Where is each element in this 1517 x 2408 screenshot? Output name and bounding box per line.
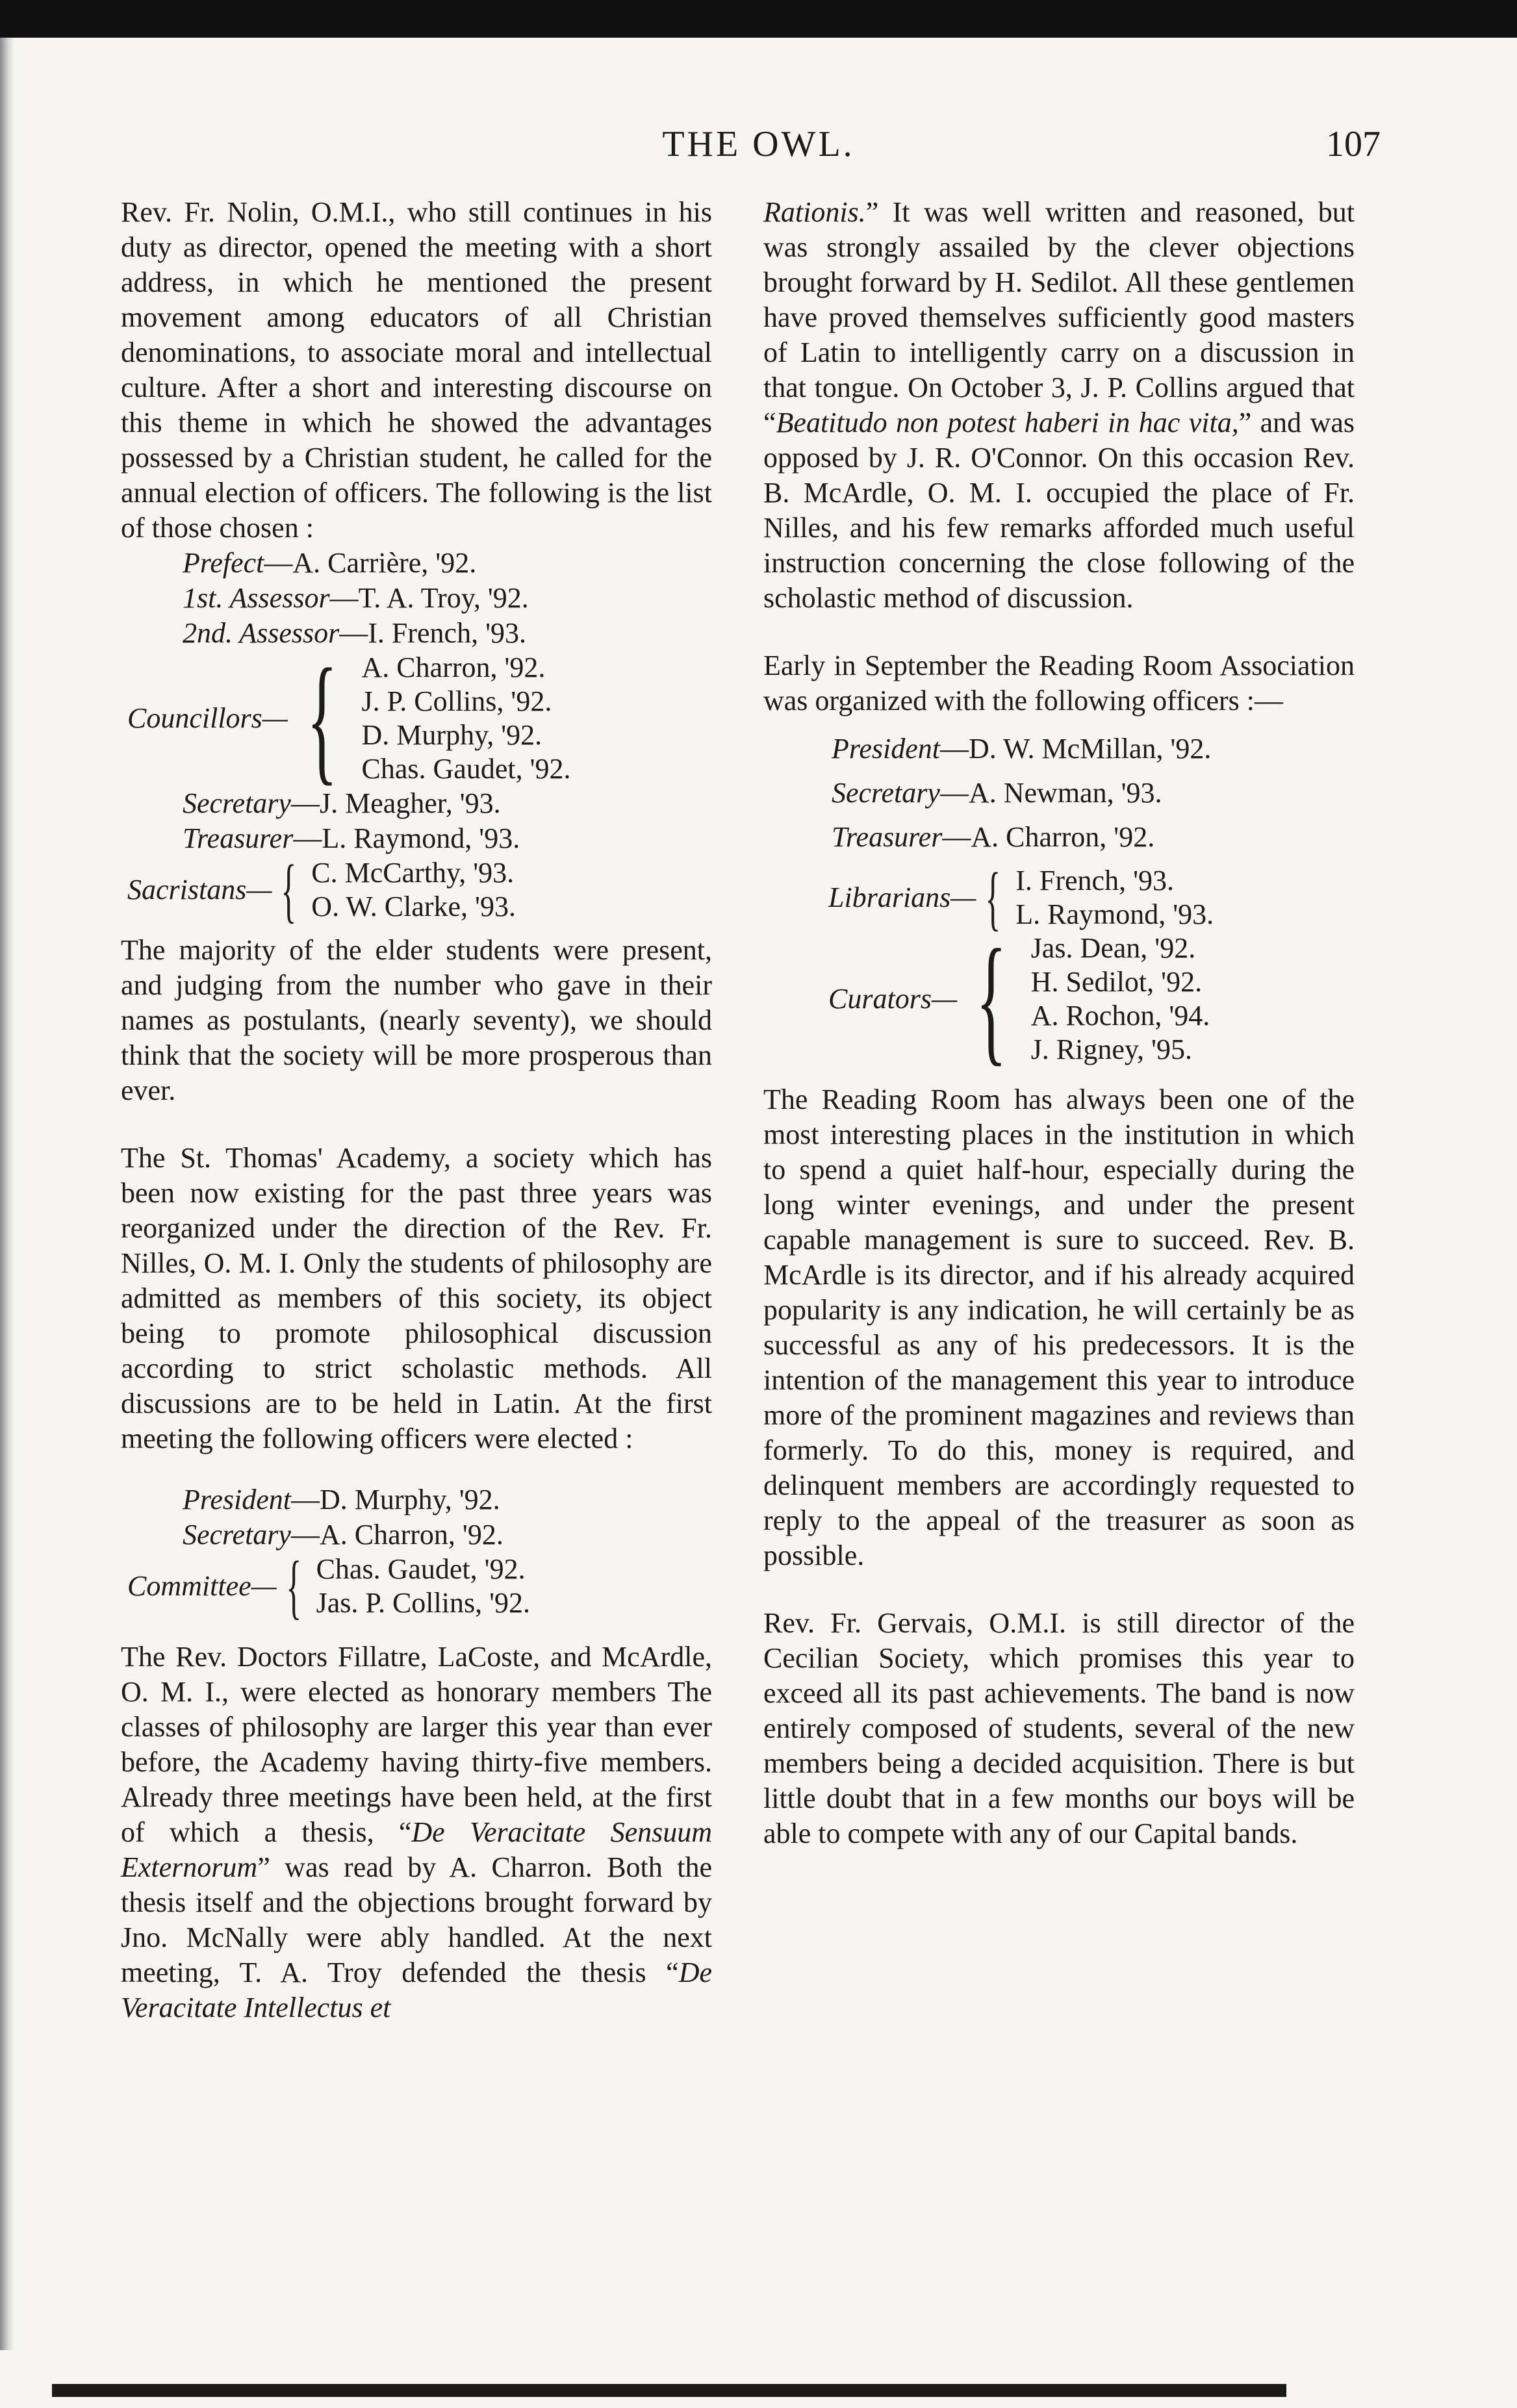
officer-entry: Treasurer—L. Raymond, '93. — [183, 822, 520, 854]
scan-top-border — [0, 0, 1517, 38]
group-names — [311, 856, 516, 924]
brace-glyph: { — [306, 639, 338, 798]
brace-glyph: { — [286, 1547, 302, 1626]
paragraph: Rev. Fr. Gervais, O.M.I. is still director of the Cecilian Society, which promises this year to exceed all its past achievements. The band is now entirely composed of students, several of the new members being a decided acquisition. There is but little doubt that in a few months our boys will be able to compete with any of our Capital bands. — [763, 1607, 1355, 1849]
brace-glyph: { — [976, 920, 1007, 1078]
group-names — [1031, 932, 1210, 1067]
paragraph: Rev. Fr. Nolin, O.M.I., who still continues in his duty as director, opened the meeting with a short address, in which he mentioned the present movement among educators of all Christian denominations, to associate moral and intellectual culture. After a short and interesting discourse on this theme in which he showed the advantages possessed by a Christian student, he called for the annual election of officers. The following is the list of those chosen : — [121, 196, 712, 544]
officer-list — [183, 1482, 712, 1553]
member-name: J. P. Collins, '92. — [361, 685, 552, 717]
officer-entry: 1st. Assessor—T. A. Troy, '92. — [183, 582, 529, 614]
member-name: O. W. Clarke, '93. — [311, 891, 516, 922]
member-name: Jas. Dean, '92. — [1030, 932, 1196, 964]
thesis-title: De Veracitate Sensuum Externorum — [121, 1816, 712, 1883]
group-names — [316, 1553, 530, 1620]
officer-entry: President—D. W. McMillan, '92. — [832, 733, 1212, 765]
group-label: Librarians— — [828, 881, 976, 913]
officer-entry: Prefect—A. Carrière, '92. — [183, 547, 477, 579]
officer-entry: Secretary—A. Charron, '92. — [183, 1519, 504, 1551]
member-name: Jas. P. Collins, '92. — [316, 1587, 531, 1619]
scan-bottom-border — [52, 2384, 1286, 2397]
member-name: D. Murphy, '92. — [361, 719, 542, 751]
left-column — [121, 195, 712, 2025]
officer-entry: Secretary—J. Meagher, '93. — [183, 787, 501, 819]
member-name: J. Rigney, '95. — [1030, 1033, 1192, 1065]
scan-left-edge — [0, 38, 14, 2350]
paragraph: Rationis.” It was well written and reasoned, but was strongly assailed by the clever objections brought forward by H. Sedilot. All these gentlemen have proved themselves sufficiently good masters of Latin to intelligently carry on a discussion in that tongue. On October 3, J. P. Collins argued that “Beatitudo non potest haberi in hac vita,” and was opposed by J. R. O'Connor. On this occasion Rev. B. McArdle, O. M. I. occupied the place of Fr. Nilles, and his few remarks afforded much useful instruction concerning the close following of the scholastic method of discussion. — [763, 196, 1355, 614]
right-column — [763, 195, 1355, 1851]
sacristans-group — [121, 850, 712, 930]
brace-glyph: { — [985, 858, 1001, 937]
brace-glyph: { — [281, 850, 297, 930]
officer-list — [183, 546, 712, 651]
officer-entry: Treasurer—A. Charron, '92. — [832, 821, 1155, 853]
officer-entry: 2nd. Assessor—I. French, '93. — [183, 617, 526, 649]
curators-group — [822, 920, 1355, 1078]
paragraph: The majority of the elder students were present, and judging from the number who gave in their names as postulants, (nearly seventy), we should think that the society will be more prosperous than ever. — [121, 934, 712, 1106]
thesis-title: Beatitudo non potest haberi in hac vita, — [776, 407, 1239, 438]
page-number: 107 — [1326, 124, 1381, 164]
committee-group — [121, 1547, 712, 1626]
officer-entry: Secretary—A. Newman, '93. — [832, 777, 1162, 809]
officer-list — [832, 731, 1355, 855]
group-label: Committee— — [127, 1570, 277, 1602]
member-name: L. Raymond, '93. — [1015, 898, 1214, 930]
running-title: THE OWL. — [662, 124, 855, 164]
member-name: Chas. Gaudet, '92. — [316, 1553, 526, 1585]
group-names — [362, 651, 571, 786]
member-name: H. Sedilot, '92. — [1030, 966, 1203, 998]
group-label: Councillors— — [127, 702, 288, 734]
member-name: Chas. Gaudet, '92. — [361, 753, 571, 785]
paragraph: The Reading Room has always been one of the most interesting places in the institution in which to spend a quiet half-hour, especially during the long winter evenings, and under the present capable management is sure to succeed. Rev. B. McArdle is its director, and if his already acquired popularity is any indication, he will certainly be as successful as any of his predecessors. It is the intention of the management this year to introduce more of the prominent magazines and reviews than formerly. To do this, money is required, and delinquent members are accordingly requested to reply to the appeal of the treasurer as soon as possible. — [763, 1084, 1355, 1571]
councillors-group — [121, 639, 712, 798]
thesis-title: Rationis. — [763, 196, 866, 228]
paragraph: Early in September the Reading Room Association was organized with the following officers :— — [763, 650, 1355, 716]
member-name: I. French, '93. — [1015, 865, 1174, 896]
officer-list — [183, 786, 712, 856]
group-names — [1015, 864, 1214, 932]
librarians-group — [822, 858, 1355, 937]
paragraph: The Rev. Doctors Fillatre, LaCoste, and McArdle, O. M. I., were elected as honorary members The classes of philosophy are larger this year than ever before, the Academy having thirty-five members. Already three meetings have been held, at the first of which a thesis, “De Veracitate Sensuum Externorum” was read by A. Charron. Both the thesis itself and the objections brought forward by Jno. McNally were ably handled. At the next meeting, T. A. Troy defended the thesis “De Veracitate Intellectus et — [121, 1641, 712, 2023]
thesis-title: De Veracitate Intellectus et — [121, 1957, 712, 2023]
paragraph: The St. Thomas' Academy, a society which has been now existing for the past three years was reorganized under the direction of the Rev. Fr. Nilles, O. M. I. Only the students of philosophy are admitted as members of this society, its object being to promote philosophical discussion according to strict scholastic methods. All discussions are to be held in Latin. At the first meeting the following officers were elected : — [121, 1142, 712, 1454]
member-name: A. Rochon, '94. — [1030, 1000, 1210, 1032]
officer-entry: President—D. Murphy, '92. — [183, 1484, 500, 1515]
group-label: Curators— — [828, 983, 958, 1015]
group-label: Sacristans— — [127, 874, 272, 906]
member-name: C. McCarthy, '93. — [311, 857, 515, 889]
member-name: A. Charron, '92. — [361, 652, 546, 683]
